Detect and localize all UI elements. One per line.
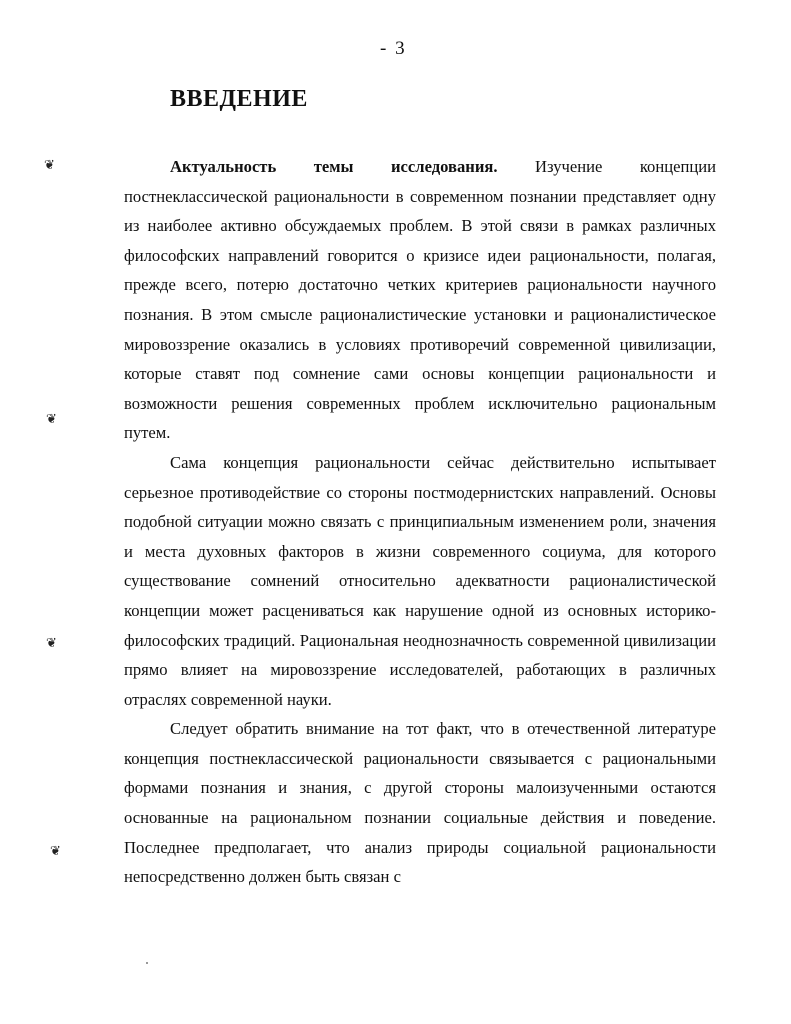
paragraph-domestic-literature: Следует обратить внимание на тот факт, что в отечественной литературе концепция постнеклассической рациональности связывается с рациональными формами познания и знания, с другой стороны малоизученными остаются основанные на рациональном познании социальные действия и поведение. Последнее предполагает, что анализ природы социальной рациональности непосредственно должен быть связан с — [124, 719, 716, 887]
scan-artifact — [146, 962, 148, 964]
margin-fleuron-icon: ❦ — [44, 157, 55, 172]
page-number: - 3 — [380, 38, 407, 59]
margin-fleuron-icon: ❦ — [46, 411, 57, 426]
margin-fleuron-icon: ❦ — [46, 635, 57, 650]
page-title: ВВЕДЕНИЕ — [170, 86, 308, 112]
paragraph-lead: Актуальность темы исследования. — [170, 157, 498, 176]
paragraph-relevance — [124, 152, 716, 448]
margin-fleuron-icon: ❦ — [50, 843, 61, 858]
body-text — [124, 152, 716, 892]
paragraph-opposition: Сама концепция рациональности сейчас действительно испытывает серьезное противодействие со стороны постмодернистских направлений. Основы подобной ситуации можно связать с принципиальным изменением роли, значения и места духовных факторов в жизни современного социума, для которого существование сомнений относительно адекватности рационалистической концепции может расцениваться как нарушение одной из основных историко-философских традиций. Рациональная неоднозначность современной цивилизации прямо влияет на мировоззрение исследователей, работающих в различных отраслях современной науки. — [124, 452, 716, 709]
paragraph-text: Изучение концепции постнеклассической рациональности в современном познании представляет одну из наиболее активно обсуждаемых проблем. В этой связи в рамках различных философских направлений говорится о кризисе идеи рациональности, полагая, прежде всего, потерю достаточно четких критериев рациональности научного познания. В этом смысле рационалистические установки и рационалистическое мировоззрение оказались в условиях противоречий современной цивилизации, которые ставят под сомнение сами основы концепции рациональности и возможности решения современных проблем исключительно рациональным путем. — [124, 157, 716, 443]
